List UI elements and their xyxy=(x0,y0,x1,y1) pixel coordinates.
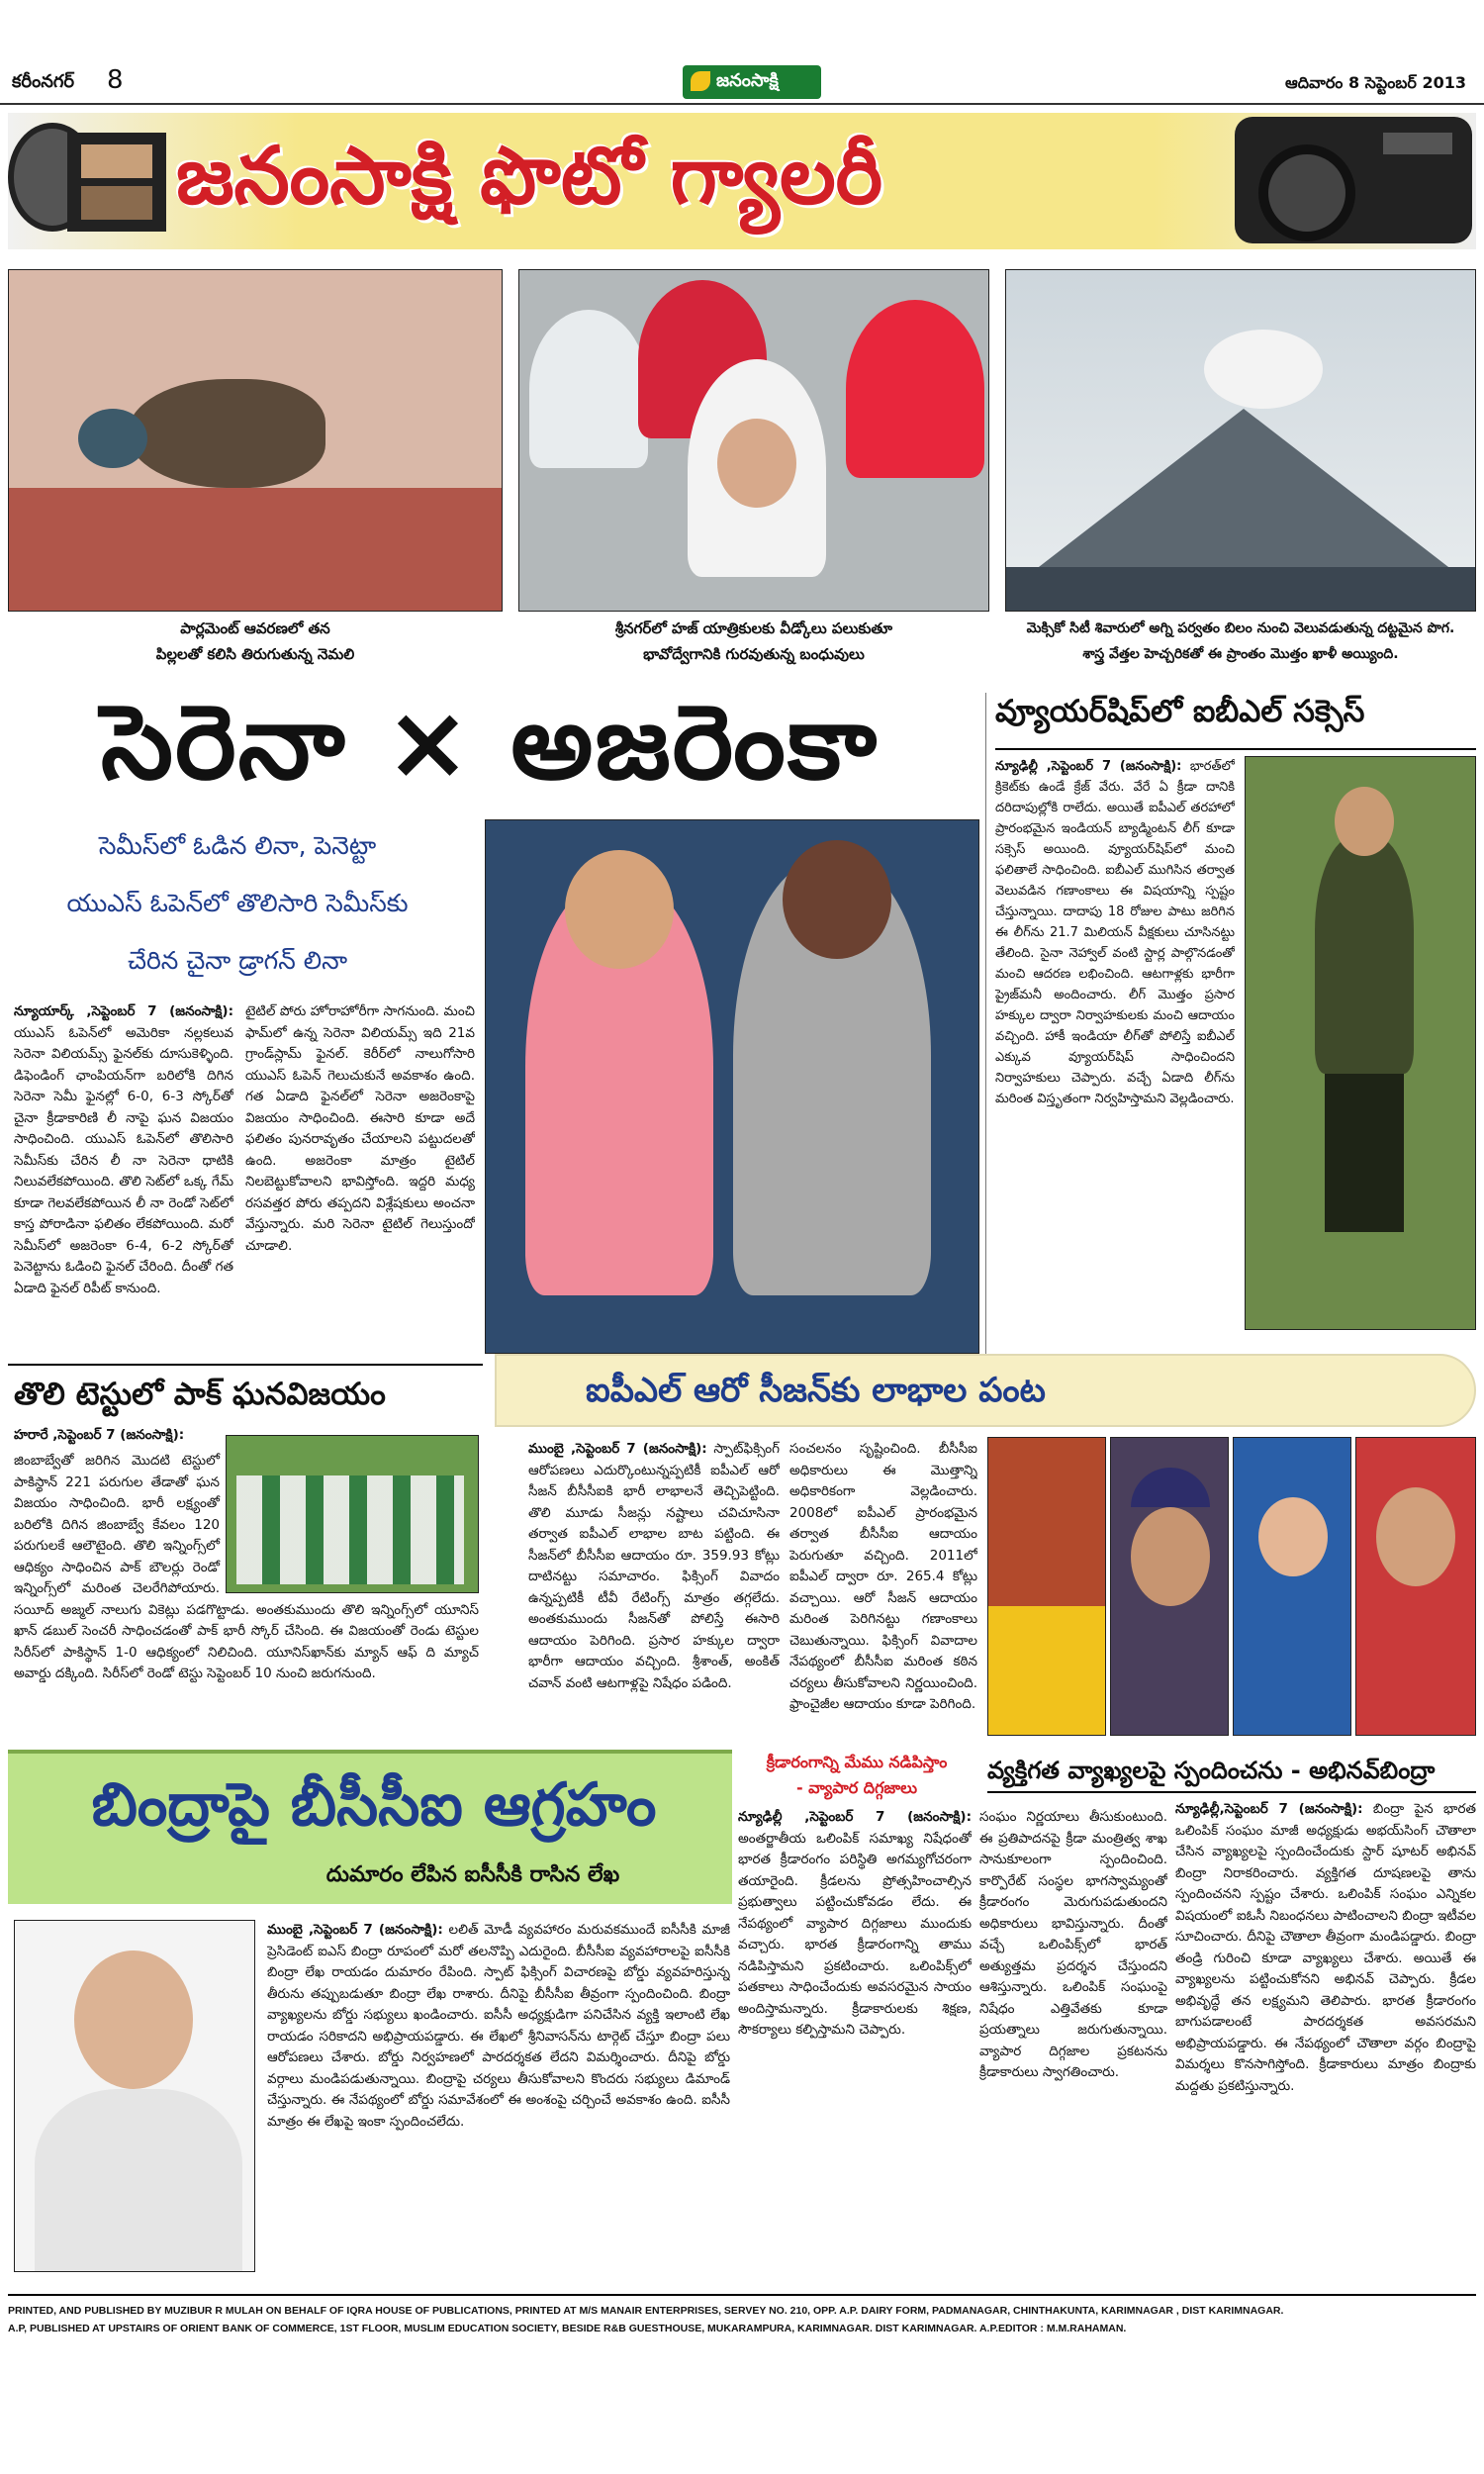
bindra-body xyxy=(267,1920,730,2276)
camera-graphic xyxy=(1235,117,1472,243)
bindra-text: లలిత్ మోడీ వ్యవహారం మరువకముందే ఐసీసీకి మాజీ ప్రెసిడెంట్ ఐఎస్ బింద్రా రూపంలో మరో తలనొప్పి ఎదురైంది. బీసీసీఐ వ్యవహారాలపై ఐసీసీకి బింద్రా లేఖ రాయడం దుమారం రేపింది. స్పాట్ ఫిక్సింగ్ విచారణపై బోర్డు వ్యవహరిస్తున్న తీరును తప్పుబడుతూ బింద్రా లేఖ రాశారు. దీనిపై బీసీసీఐ తీవ్రంగా స్పందించింది. బింద్రా వ్యాఖ్యలను బోర్డు సభ్యులు ఖండించారు. ఐసీసీ అధ్యక్షుడిగా పనిచేసిన వ్యక్తి ఇలాంటి లేఖ రాయడం సరికాదని అభిప్రాయపడ్డారు. ఈ లేఖలో శ్రీనివాసన్‌ను టార్గెట్ చేస్తూ బింద్రా పలు ఆరోపణలు చేశారు. బోర్డు నిర్వహణలో పారదర్శకత లేదని విమర్శించారు. దీనిపై బోర్డు వర్గాలు మండిపడుతున్నాయి. బింద్రాపై చర్యలు తీసుకోవాలని కొందరు సభ్యులు డిమాండ్ చేస్తున్నారు. ఈ నేపథ్యంలో బోర్డు సమావేశంలో ఈ అంశంపై చర్చించే అవకాశం ఉంది. ఐసీసీ మాత్రం ఈ లేఖపై ఇంకా స్పందించలేదు. xyxy=(267,1922,730,2130)
ipl-player-photos xyxy=(987,1437,1476,1736)
serena-subheads xyxy=(0,817,475,990)
right-column-rule xyxy=(985,693,986,1376)
mantra-col-1 xyxy=(738,1807,972,2278)
abhinav-text: బింద్రా పైన భారత ఒలింపిక్ సంఘం మాజీ అధ్యక్షుడు అభయ్‌సింగ్ చౌతాలా చేసిన వ్యాఖ్యలపై స్పందించేందుకు స్టార్ షూటర్ అభినవ్ బింద్రా నిరాకరించారు. వ్యక్తిగత దూషణలపై తాను స్పందించనని స్పష్టం చేశారు. ఒలింపిక్ సంఘం ఎన్నికల విషయంలో ఐఓసీ నిబంధనలు పాటించాలని బింద్రా ఇటీవల సూచించారు. దీనిపై చౌతాలా తీవ్రంగా మండిపడ్డారు. బింద్రా తండ్రి గురించి కూడా వ్యాఖ్యలు చేశారు. అయితే ఈ వ్యాఖ్యలను పట్టించుకోనని అభినవ్ చెప్పారు. క్రీడల అభివృద్ధే తన లక్ష్యమని తెలిపారు. భారత క్రీడారంగం బాగుపడాలంటే పారదర్శకత అవసరమని అభిప్రాయపడ్డారు. ఈ నేపథ్యంలో చౌతాలా వర్గం బింద్రాపై విమర్శలు కొనసాగిస్తోంది. క్రీడాకారులు మాత్రం బింద్రాకు మద్దతు ప్రకటిస్తున్నారు. xyxy=(1175,1801,1476,2094)
mantra-col-2 xyxy=(979,1807,1167,2278)
ibl-dateline: న్యూఢిల్లీ ,సెప్టెంబర్ 7 (జనంసాక్షి): xyxy=(995,759,1182,774)
pak-body xyxy=(14,1451,479,1728)
bindra-headline-box xyxy=(8,1750,732,1904)
ipl-dateline: ముంబై ,సెప్టెంబర్ 7 (జనంసాక్షి): xyxy=(528,1441,707,1457)
serena-text-2: టైటిల్ పోరు హోరాహోరీగా సాగనుంది. మంచి ఫామ్‌లో ఉన్న సెరెనా విలియమ్స్ ఇది 21వ గ్రాండ్‌స్లామ్ ఫైనల్. కెరీర్‌లో నాలుగోసారి యుఎస్ ఓపెన్ గెలుచుకునే అవకాశం ఉంది. గత ఏడాది ఫైనల్‌లో సెరెనా అజరెంకాపై విజయం సాధించింది. ఈసారి కూడా అదే ఫలితం పునరావృతం చేయాలని పట్టుదలతో ఉంది. అజరెంకా మాత్రం టైటిల్ నిలబెట్టుకోవాలని భావిస్తోంది. ఇద్దరి మధ్య రసవత్తర పోరు తప్పదని విశ్లేషకులు అంచనా వేస్తున్నారు. మరి సెరెనా టైటిల్ గెలుస్తుందో చూడాలి. xyxy=(245,1003,475,1254)
saina-photo xyxy=(1245,756,1476,1330)
imprint-line-2: A.P, PUBLISHED AT UPSTAIRS OF ORIENT BANK OF COMMERCE, 1ST FLOOR, MUSLIM EDUCATION SOCIETY, BESIDE R&B GUESTHOUSE, MUKARAMPURA, KARIMNAGAR. DIST KARIMNAGAR. A.P.EDITOR : M.M.RAHAMAN. xyxy=(8,2323,1127,2334)
ipl-headline: ఐపీఎల్ ఆరో సీజన్‌కు లాభాల పంట xyxy=(586,1371,1046,1410)
edition-place: కరీంనగర్ xyxy=(12,71,74,92)
ibl-text: భారత్‌లో క్రికెట్‌కు ఉండే క్రేజ్ వేరు. వేరే ఏ క్రీడా దానికి దరిదాపుల్లోకి రాలేదు. అయితే ఐపీఎల్ తరహాలో ప్రారంభమైన ఇండియన్ బ్యాడ్మింటన్ లీగ్ కూడా సక్సెస్ అయింది. వ్యూయర్‌షిప్‌లో మంచి ఫలితాలే సాధించింది. ఐబీఎల్ ముగిసిన తర్వాత వెలువడిన గణాంకాలు ఈ విషయాన్ని స్పష్టం చేస్తున్నాయి. దాదాపు 18 రోజుల పాటు జరిగిన ఈ లీగ్‌ను 21.7 మిలియన్ వీక్షకులు చూసినట్టు తేలింది. సైనా నెహ్వాల్ వంటి స్టార్ల పాల్గొనడంతో మంచి ఆదరణ లభించింది. ఆటగాళ్లకు భారీగా ప్రైజ్‌మనీ అందించారు. లీగ్ మొత్తం ప్రసార హక్కుల ద్వారా నిర్వాహకులకు మంచి ఆదాయం వచ్చింది. హాకీ ఇండియా లీగ్‌తో పోలిస్తే ఐబీఎల్ ఎక్కువ వ్యూయర్‌షిప్ సాధించిందని నిర్వాహకులు చెప్పారు. వచ్చే ఏడాది లీగ్‌ను మరింత విస్తృతంగా నిర్వహిస్తామని వెల్లడించారు. xyxy=(995,759,1235,1106)
abhinav-headline: వ్యక్తిగత వ్యాఖ్యలపై స్పందించను - అభినవ్‌బింద్రా xyxy=(987,1757,1436,1784)
serena-sub-2: యుఎస్ ఓపెన్‌లో తొలిసారి సెమీస్‌కు xyxy=(66,889,409,917)
bindra-headline: బింద్రాపై బీసీసీఐ ఆగ్రహం xyxy=(91,1770,657,1840)
paper-name: జనంసాక్షి xyxy=(716,70,779,91)
masthead-strip xyxy=(0,61,1484,105)
gallery-caption-3: మెక్సికో సిటీ శివారులో అగ్ని పర్వతం బిలం నుంచి వెలువడుతున్న దట్టమైన పొగ. శాస్త్ర వేత్తల హెచ్చరికతో ఈ ప్రాంతం మొత్తం ఖాళీ అయ్యింది. xyxy=(1026,620,1455,662)
gallery-title: జనంసాక్షి ఫొటో గ్యాలరీ xyxy=(176,130,883,222)
camera-lens xyxy=(1258,144,1355,241)
pak-top-rule xyxy=(8,1364,483,1366)
ibl-body xyxy=(995,756,1235,1366)
serena-headline: సెరెనా × అజరెంకా xyxy=(100,682,880,803)
ipl-photo-4 xyxy=(1355,1437,1476,1736)
mantra-kicker-1: క్రీడారంగాన్ని మేము నడిపిస్తాం xyxy=(766,1753,948,1771)
gallery-photo-peacock xyxy=(8,269,503,612)
bindra-dateline: ముంబై ,సెప్టెంబర్ 7 (జనంసాక్షి): xyxy=(267,1922,443,1938)
ipl-photo-2 xyxy=(1110,1437,1229,1736)
ibl-headline: వ్యూయర్‌షిప్‌లో ఐబీఎల్ సక్సెస్ xyxy=(995,694,1365,729)
ipl-text-2: సంచలనం సృష్టించింది. బీసీసీఐ అధికారులు ఈ మొత్తాన్ని అధికారికంగా వెల్లడించారు. 2008లో ఐపీఎల్ ప్రారంభమైన తర్వాత బీసీసీఐ ఆదాయం పెరుగుతూ వచ్చింది. 2011లో ఐపీఎల్ ద్వారా రూ. 265.4 కోట్లు వచ్చాయి. ఆరో సీజన్ ఆదాయం మరింత పెరిగినట్టు గణాంకాలు చెబుతున్నాయి. ఫిక్సింగ్ వివాదాల నేపథ్యంలో బీసీసీఐ మరింత కఠిన చర్యలు తీసుకోవాలని నిర్ణయించింది. ఫ్రాంచైజీల ఆదాయం కూడా పెరిగింది. xyxy=(789,1441,977,1712)
pak-text: జింబాబ్వేతో జరిగిన మొదటి టెస్టులో పాకిస్థాన్ 221 పరుగుల తేడాతో ఘన విజయం సాధించింది. భారీ లక్ష్యంతో బరిలోకి దిగిన జింబాబ్వే కేవలం 120 పరుగులకే ఆలౌటైంది. తొలి ఇన్నింగ్స్‌లో ఆధిక్యం సాధించిన పాక్ బౌలర్లు రెండో ఇన్నింగ్స్‌లో మరింత చెలరేగిపోయారు. సయీద్ అజ్మల్ నాలుగు వికెట్లు పడగొట్టాడు. అంతకుముందు తొలి ఇన్నింగ్స్‌లో యూనిస్ ఖాన్ డబుల్ సెంచరీ సాధించడంతో పాక్ భారీ స్కోర్ చేసింది. ఈ విజయంతో రెండు టెస్టుల సిరీస్‌లో పాకిస్థాన్ 1-0 ఆధిక్యంలో నిలిచింది. యూనిస్‌ఖాన్‌కు మ్యాన్ ఆఫ్ ది మ్యాచ్ అవార్డు దక్కింది. సిరీస్‌లో రెండో టెస్టు సెప్టెంబర్ 10 నుంచి జరుగనుంది. xyxy=(14,1453,479,1681)
film-strip xyxy=(67,133,166,232)
ipl-photo-1 xyxy=(987,1437,1106,1736)
paper-logo xyxy=(683,65,821,99)
serena-text-1: యుఎస్ ఓపెన్‌లో అమెరికా నల్లకలువ సెరెనా విలియమ్స్ ఫైనల్‌కు దూసుకెళ్ళింది. డిఫెండింగ్ ఛాంపియన్‌గా బరిలోకి దిగిన సెరెనా సెమీ ఫైనల్లో 6-0, 6-3 స్కోర్‌తో చైనా క్రీడాకారిణి లీ నాపై ఘన విజయం సాధించింది. యుఎస్ ఓపెన్‌లో తొలిసారి సెమీస్‌కు చేరిన లీ నా సెరెనా ధాటికి నిలువలేకపోయింది. తొలి సెట్‌లో ఒక్క గేమ్ కూడా గెలవలేకపోయిన లీ నా రెండో సెట్‌లో కాస్త పోరాడినా ఫలితం లేకపోయింది. మరో సెమీస్‌లో అజరెంకా 6-4, 6-2 స్కోర్‌తో పెనెట్టాను ఓడించి ఫైనల్ చేరింది. దీంతో గత ఏడాది ఫైనల్ రిపీట్ కానుంది. xyxy=(14,1024,233,1296)
footer-rule xyxy=(8,2294,1476,2296)
abhinav-body xyxy=(1175,1799,1476,2278)
serena-col-2 xyxy=(245,1001,475,1358)
is-bindra-photo xyxy=(14,1920,255,2272)
ipl-col-1 xyxy=(528,1439,780,1736)
pak-dateline: హరారే ,సెప్టెంబర్ 7 (జనంసాక్షి): xyxy=(14,1427,185,1443)
logo-leaf-icon xyxy=(691,71,710,91)
gallery-photo-hajj xyxy=(518,269,989,612)
gallery-banner xyxy=(8,113,1476,249)
mantra-kicker-2: - వ్యాపార దిగ్గజాలు xyxy=(795,1778,918,1797)
gallery-caption-2: శ్రీనగర్‌లో హజ్ యాత్రికులకు వీడ్కోలు పలుకుతూ భావోద్వేగానికి గురవుతున్న బంధువులు xyxy=(614,619,893,663)
abhinav-headline-rule xyxy=(987,1791,1476,1793)
mantra-text-2: సంఘం నిర్ణయాలు తీసుకుంటుంది. ఈ ప్రతిపాదనపై క్రీడా మంత్రిత్వ శాఖ సానుకూలంగా స్పందించింది. కార్పొరేట్ సంస్థల భాగస్వామ్యంతో క్రీడారంగం మెరుగుపడుతుందని అధికారులు భావిస్తున్నారు. దీంతో వచ్చే ఒలింపిక్స్‌లో భారత్ అత్యుత్తమ ప్రదర్శన చేస్తుందని ఆశిస్తున్నారు. ఒలింపిక్ సంఘంపై నిషేధం ఎత్తివేతకు కూడా ప్రయత్నాలు జరుగుతున్నాయి. వ్యాపార దిగ్గజాల ప్రకటనను క్రీడాకారులు స్వాగతించారు. xyxy=(979,1809,1167,2080)
issue-date: ఆదివారం 8 సెప్టెంబర్ 2013 xyxy=(1284,73,1466,92)
mantra-dateline: న్యూఢిల్లీ ,సెప్టెంబర్ 7 (జనంసాక్షి): xyxy=(738,1809,972,1825)
ipl-col-2 xyxy=(789,1439,977,1736)
ibl-headline-rule xyxy=(995,748,1476,750)
gallery-photo-volcano xyxy=(1005,269,1476,612)
bindra-subhead: దుమారం లేపిన ఐసీసీకి రాసిన లేఖ xyxy=(325,1862,620,1887)
abhinav-dateline: న్యూఢిల్లీ,సెప్టెంబర్ 7 (జనంసాక్షి): xyxy=(1175,1801,1363,1817)
gallery-caption-1: పార్లమెంట్ ఆవరణలో తన పిల్లలతో కలిసి తిరుగుతున్న నెమలి xyxy=(155,619,355,663)
serena-sub-3: చేరిన చైనా డ్రాగన్ లినా xyxy=(127,946,348,975)
mantra-kicker xyxy=(738,1750,975,1801)
serena-sub-1: సెమీస్‌లో ఓడిన లినా, పెనెట్టా xyxy=(98,831,377,860)
serena-dateline: న్యూయార్క్ ,సెప్టెంబర్ 7 (జనంసాక్షి): xyxy=(14,1003,233,1019)
imprint-line-1: PRINTED, AND PUBLISHED BY MUZIBUR R MULAH ON BEHALF OF IQRA HOUSE OF PUBLICATIONS, PRINTED AT M/S MANAIR ENTERPRISES, SERVEY NO. 210, OPP. A.P. DAIRY FORM, PADMANAGAR, CHINTHAKUNTA, KARIMNAGAR , DIST KARIMNAGAR. xyxy=(8,2305,1284,2317)
serena-azarenka-photo xyxy=(485,819,979,1354)
volcano-shape xyxy=(1026,409,1461,577)
ipl-headline-pill xyxy=(495,1354,1476,1427)
imprint xyxy=(8,2302,1476,2337)
page-number: 8 xyxy=(107,65,124,95)
serena-col-1 xyxy=(14,1001,233,1358)
ipl-photo-3 xyxy=(1233,1437,1351,1736)
peacock-shape xyxy=(128,379,325,488)
ipl-text-1: స్పాట్‌ఫిక్సింగ్ ఆరోపణలు ఎదుర్కొంటున్నప్పటికీ ఐపీఎల్ ఆరో సీజన్ బీసీసీఐకి భారీ లాభాలనే తెచ్చిపెట్టింది. తొలి మూడు సీజన్లు నష్టాలు చవిచూసినా తర్వాత ఐపీఎల్ లాభాల బాట పట్టింది. ఈ సీజన్‌లో బీసీసీఐ ఆదాయం రూ. 359.93 కోట్లు దాటినట్టు సమాచారం. ఫిక్సింగ్ వివాదం ఉన్నప్పటికీ టీవీ రేటింగ్స్ మాత్రం తగ్గలేదు. అంతకుముందు సీజన్‌తో పోలిస్తే ఈసారి ఆదాయం పెరిగింది. ప్రసార హక్కుల ద్వారా భారీగా ఆదాయం వచ్చింది. శ్రీశాంత్, అంకిత్ చవాన్ వంటి ఆటగాళ్లపై నిషేధం పడింది. xyxy=(528,1441,780,1691)
mantra-text-1: అంతర్జాతీయ ఒలింపిక్ సమాఖ్య నిషేధంతో భారత క్రీడారంగం పరిస్థితి అగమ్యగోచరంగా తయారైంది. క్రీడలను ప్రోత్సహించాల్సిన ప్రభుత్వాలు పట్టించుకోవడం లేదు. ఈ నేపథ్యంలో వ్యాపార దిగ్గజాలు ముందుకు వచ్చారు. భారత క్రీడారంగాన్ని తాము నడిపిస్తామని ప్రకటించారు. ఒలింపిక్స్‌లో పతకాలు సాధించేందుకు అవసరమైన సాయం అందిస్తామన్నారు. క్రీడాకారులకు శిక్షణ, సౌకర్యాలు కల్పిస్తామని చెప్పారు. xyxy=(738,1830,972,2038)
pak-headline: తొలి టెస్టులో పాక్ ఘనవిజయం xyxy=(14,1377,386,1412)
